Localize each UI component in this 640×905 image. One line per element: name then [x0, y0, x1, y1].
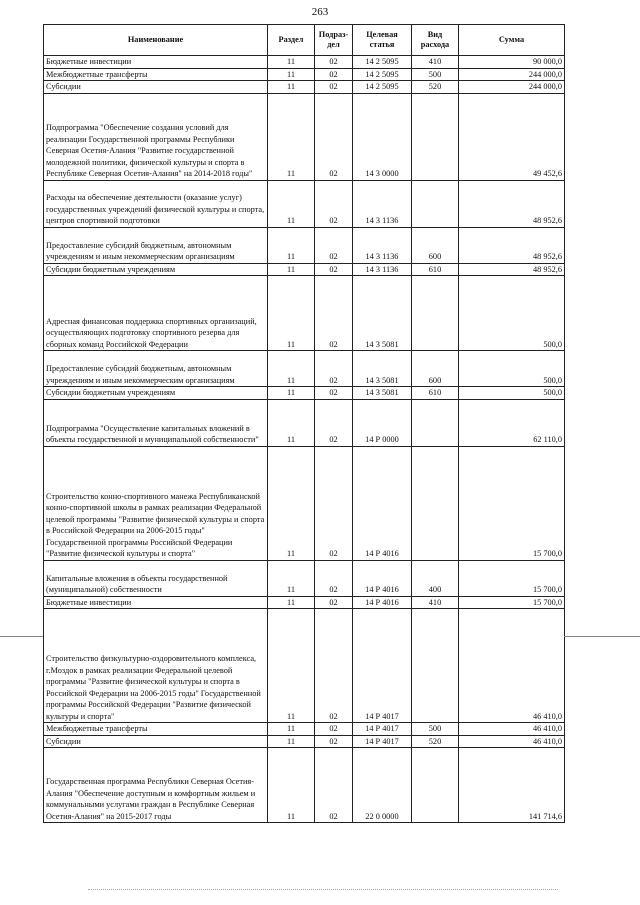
table-row — [44, 81, 565, 94]
header-name: Наименование — [44, 25, 268, 56]
cell-amount: 62 110,0 — [459, 399, 565, 446]
table-row — [44, 56, 565, 69]
cell-section: 11 — [268, 748, 315, 823]
cell-amount: 500,0 — [459, 276, 565, 351]
cell-section: 11 — [268, 81, 315, 94]
cell-expense-type — [412, 748, 459, 823]
table-row — [44, 399, 565, 446]
cell-section: 11 — [268, 263, 315, 276]
cell-section: 11 — [268, 609, 315, 723]
cell-subsection: 02 — [315, 276, 353, 351]
cell-amount: 15 700,0 — [459, 446, 565, 560]
cell-target: 14 Р 4016 — [353, 596, 412, 609]
cell-name: Государственная программа Республики Северная Осетия-Алания "Обеспечение доступным и комфортным жильем и коммунальными услугами граждан в Республике Северная Осетия-Алания" на 2015-2017 годы — [44, 748, 268, 823]
cell-amount: 500,0 — [459, 387, 565, 400]
cell-expense-type: 610 — [412, 263, 459, 276]
cell-name: Субсидии — [44, 735, 268, 748]
cell-expense-type: 410 — [412, 56, 459, 69]
cell-expense-type — [412, 399, 459, 446]
cell-name: Адресная финансовая поддержка спортивных организаций, осуществляющих подготовку спортивного резерва для сборных команд Российской Федерации — [44, 276, 268, 351]
cell-subsection: 02 — [315, 93, 353, 180]
cell-expense-type: 520 — [412, 735, 459, 748]
cell-section: 11 — [268, 596, 315, 609]
cell-amount: 48 952,6 — [459, 263, 565, 276]
cell-amount: 48 952,6 — [459, 180, 565, 227]
cell-target: 14 3 5081 — [353, 387, 412, 400]
header-expense-type: Вид расхода — [412, 25, 459, 56]
cell-name: Бюджетные инвестиции — [44, 56, 268, 69]
cell-expense-type — [412, 609, 459, 723]
cell-amount: 15 700,0 — [459, 596, 565, 609]
cell-amount: 244 000,0 — [459, 68, 565, 81]
cell-name: Подпрограмма "Осуществление капитальных вложений в объекты государственной и муниципальной собственности" — [44, 399, 268, 446]
cell-section: 11 — [268, 276, 315, 351]
cell-expense-type: 600 — [412, 227, 459, 263]
cell-target: 14 Р 4017 — [353, 609, 412, 723]
table-row — [44, 68, 565, 81]
cell-target: 14 3 5081 — [353, 351, 412, 387]
cell-subsection: 02 — [315, 609, 353, 723]
cell-subsection: 02 — [315, 446, 353, 560]
cell-subsection: 02 — [315, 81, 353, 94]
cell-target: 14 Р 4016 — [353, 560, 412, 596]
cell-name: Капитальные вложения в объекты государственной (муниципальной) собственности — [44, 560, 268, 596]
cell-subsection: 02 — [315, 723, 353, 736]
cell-section: 11 — [268, 399, 315, 446]
scan-artifact-line — [564, 636, 640, 637]
cell-target: 14 Р 0000 — [353, 399, 412, 446]
table-row — [44, 748, 565, 823]
cell-section: 11 — [268, 735, 315, 748]
table-row — [44, 227, 565, 263]
cell-target: 14 2 5095 — [353, 68, 412, 81]
cell-section: 11 — [268, 56, 315, 69]
table-row — [44, 609, 565, 723]
cell-target: 14 3 1136 — [353, 180, 412, 227]
table-row — [44, 596, 565, 609]
header-section: Раздел — [268, 25, 315, 56]
cell-target: 14 3 1136 — [353, 227, 412, 263]
cell-amount: 141 714,6 — [459, 748, 565, 823]
cell-section: 11 — [268, 446, 315, 560]
table-row — [44, 735, 565, 748]
table-row — [44, 93, 565, 180]
table-row — [44, 263, 565, 276]
cell-amount: 46 410,0 — [459, 723, 565, 736]
cell-subsection: 02 — [315, 596, 353, 609]
cell-section: 11 — [268, 723, 315, 736]
table-row — [44, 276, 565, 351]
cell-name: Субсидии — [44, 81, 268, 94]
cell-name: Строительство физкультурно-оздоровительного комплекса, г.Моздок в рамках реализации Федеральной целевой программы "Развитие физической культуры и спорта в Российской Федерации на 2006-2015 годы" Государственной программы Российской Федерации "Развитие физической культуры и спорта" — [44, 609, 268, 723]
cell-subsection: 02 — [315, 56, 353, 69]
cell-subsection: 02 — [315, 68, 353, 81]
cell-section: 11 — [268, 180, 315, 227]
cell-expense-type: 520 — [412, 81, 459, 94]
cell-subsection: 02 — [315, 351, 353, 387]
scan-artifact-line — [0, 636, 43, 637]
cell-subsection: 02 — [315, 227, 353, 263]
header-subsection: Подраз- дел — [315, 25, 353, 56]
cell-amount: 48 952,6 — [459, 227, 565, 263]
cell-expense-type: 400 — [412, 560, 459, 596]
cell-name: Предоставление субсидий бюджетным, автономным учреждениям и иным некоммерческим организациям — [44, 227, 268, 263]
header-amount: Сумма — [459, 25, 565, 56]
cell-subsection: 02 — [315, 560, 353, 596]
cell-subsection: 02 — [315, 387, 353, 400]
header-target: Целевая статья — [353, 25, 412, 56]
cell-subsection: 02 — [315, 748, 353, 823]
cell-name: Строительство конно-спортивного манежа Республиканской конно-спортивной школы в рамках реализации Федеральной целевой программы "Развитие физической культуры и спорта в Российской Федерации на 2006-2015 годы" Государственной программы Российской Федерации "Развитие физической культуры и спорта" — [44, 446, 268, 560]
cell-target: 14 3 5081 — [353, 276, 412, 351]
cell-section: 11 — [268, 227, 315, 263]
cell-expense-type — [412, 180, 459, 227]
cell-name: Предоставление субсидий бюджетным, автономным учреждениям и иным некоммерческим организациям — [44, 351, 268, 387]
cell-expense-type: 610 — [412, 387, 459, 400]
cell-expense-type: 500 — [412, 68, 459, 81]
table-row — [44, 723, 565, 736]
cell-subsection: 02 — [315, 399, 353, 446]
cell-expense-type: 600 — [412, 351, 459, 387]
table-row — [44, 351, 565, 387]
cell-section: 11 — [268, 387, 315, 400]
cell-name: Расходы на обеспечение деятельности (оказание услуг) государственных учреждений физической культуры и спорта, центров спортивной подготовки — [44, 180, 268, 227]
table-row — [44, 446, 565, 560]
cell-target: 14 2 5095 — [353, 56, 412, 69]
cell-section: 11 — [268, 93, 315, 180]
table-row — [44, 387, 565, 400]
cell-amount: 46 410,0 — [459, 735, 565, 748]
table-body — [44, 56, 565, 823]
budget-table — [43, 24, 565, 823]
cell-amount: 90 000,0 — [459, 56, 565, 69]
cell-subsection: 02 — [315, 263, 353, 276]
cell-expense-type — [412, 93, 459, 180]
cell-expense-type — [412, 276, 459, 351]
cell-target: 14 Р 4016 — [353, 446, 412, 560]
cell-target: 22 0 0000 — [353, 748, 412, 823]
cell-name: Бюджетные инвестиции — [44, 596, 268, 609]
page-number: 263 — [311, 6, 329, 18]
cell-amount: 46 410,0 — [459, 609, 565, 723]
cell-expense-type: 410 — [412, 596, 459, 609]
cell-subsection: 02 — [315, 735, 353, 748]
cell-name: Межбюджетные трансферты — [44, 723, 268, 736]
cell-amount: 15 700,0 — [459, 560, 565, 596]
cell-section: 11 — [268, 68, 315, 81]
table-row — [44, 180, 565, 227]
cell-amount: 244 000,0 — [459, 81, 565, 94]
cell-amount: 49 452,6 — [459, 93, 565, 180]
cell-name: Межбюджетные трансферты — [44, 68, 268, 81]
table-row — [44, 560, 565, 596]
cell-target: 14 Р 4017 — [353, 723, 412, 736]
cell-amount: 500,0 — [459, 351, 565, 387]
scan-artifact-line — [88, 889, 558, 890]
table-header-row — [44, 25, 565, 56]
cell-section: 11 — [268, 560, 315, 596]
cell-name: Подпрограмма "Обеспечение создания условий для реализации Государственной программы Республики Северная Осетия-Алания "Развитие государственной молодежной политики, физической культуры и спорта в Республике Северная Осетия-Алания" на 2014-2018 годы" — [44, 93, 268, 180]
cell-target: 14 3 1136 — [353, 263, 412, 276]
cell-expense-type: 500 — [412, 723, 459, 736]
cell-target: 14 3 0000 — [353, 93, 412, 180]
cell-target: 14 Р 4017 — [353, 735, 412, 748]
cell-name: Субсидии бюджетным учреждениям — [44, 263, 268, 276]
cell-target: 14 2 5095 — [353, 81, 412, 94]
cell-section: 11 — [268, 351, 315, 387]
cell-expense-type — [412, 446, 459, 560]
cell-name: Субсидии бюджетным учреждениям — [44, 387, 268, 400]
cell-subsection: 02 — [315, 180, 353, 227]
